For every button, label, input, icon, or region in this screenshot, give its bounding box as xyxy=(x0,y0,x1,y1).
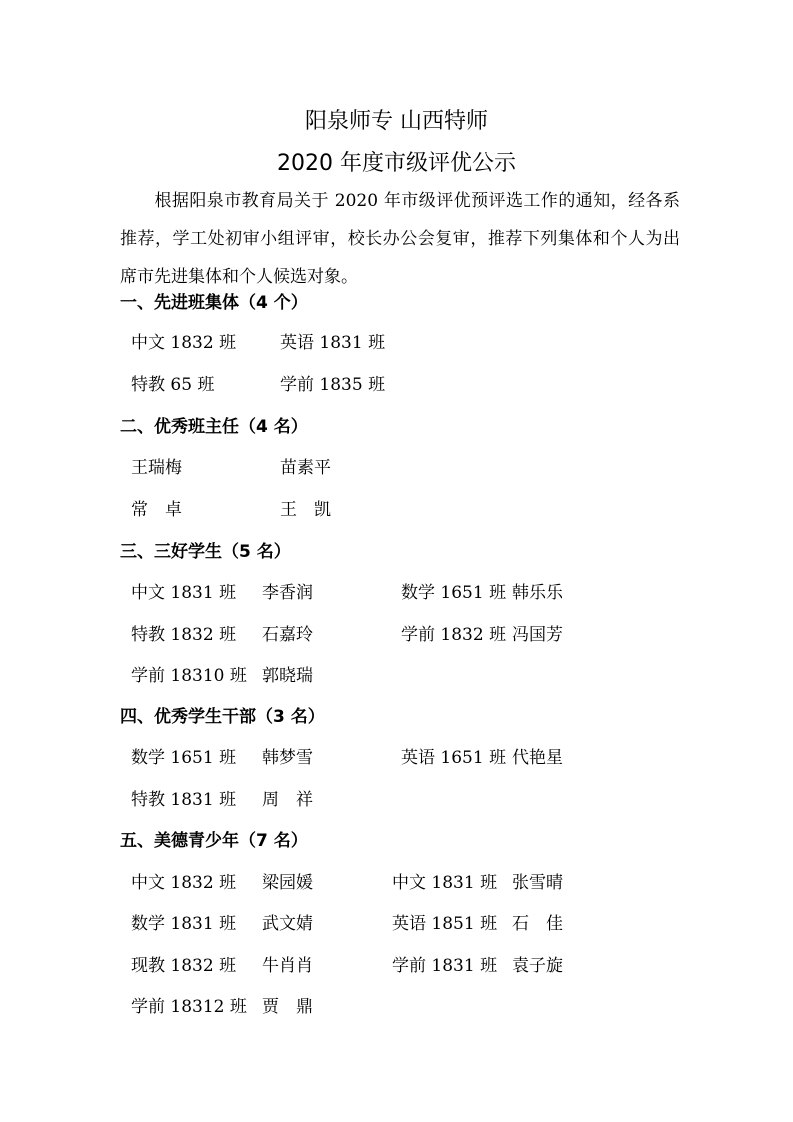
list-item: 常 卓 xyxy=(131,500,182,520)
section-heading: 三、三好学生（5 名） xyxy=(120,542,291,562)
section-heading: 五、美德青少年（7 名） xyxy=(120,831,308,851)
list-item: 冯国芳 xyxy=(512,625,563,645)
list-item: 牛肖肖 xyxy=(262,956,313,976)
list-item: 特教 65 班 xyxy=(131,375,215,395)
list-item: 学前 1835 班 xyxy=(280,375,386,395)
list-item: 学前 18310 班 xyxy=(131,666,247,686)
list-item: 英语 1831 班 xyxy=(280,333,386,353)
list-item: 特教 1831 班 xyxy=(131,790,237,810)
list-item: 王瑞梅 xyxy=(131,458,182,478)
list-item: 现教 1832 班 xyxy=(131,956,237,976)
list-item: 韩梦雪 xyxy=(262,748,313,768)
list-item: 袁子旋 xyxy=(512,956,563,976)
list-item: 中文 1831 班 xyxy=(392,873,498,893)
section-heading: 四、优秀学生干部（3 名） xyxy=(120,707,325,727)
list-item: 石 佳 xyxy=(512,914,563,934)
list-item: 郭晓瑞 xyxy=(262,666,313,686)
intro-text: 根据阳泉市教育局关于 2020 年市级评优预评选工作的通知，经各系推荐，学工处初审小组评审，校长办公会复审，推荐下列集体和个人为出席市先进集体和个人候选对象。 xyxy=(120,191,680,287)
section-heading: 一、先进班集体（4 个） xyxy=(120,293,308,313)
title-line-2: 2020 年度市级评优公示 xyxy=(277,151,516,176)
list-item: 王 凯 xyxy=(280,500,331,520)
list-item: 英语 1651 班 xyxy=(401,748,507,768)
list-item: 中文 1832 班 xyxy=(131,333,237,353)
section-heading: 二、优秀班主任（4 名） xyxy=(120,417,308,437)
title-line-1: 阳泉师专 山西特师 xyxy=(305,109,488,134)
intro-paragraph xyxy=(120,182,680,296)
list-item: 学前 1832 班 xyxy=(401,625,507,645)
list-item: 数学 1651 班 xyxy=(131,748,237,768)
list-item: 学前 1831 班 xyxy=(392,956,498,976)
list-item: 张雪晴 xyxy=(512,873,563,893)
list-item: 数学 1831 班 xyxy=(131,914,237,934)
list-item: 特教 1832 班 xyxy=(131,625,237,645)
list-item: 学前 18312 班 xyxy=(131,997,247,1017)
list-item: 中文 1832 班 xyxy=(131,873,237,893)
list-item: 石嘉玲 xyxy=(262,625,313,645)
list-item: 贾 鼎 xyxy=(262,997,313,1017)
list-item: 英语 1851 班 xyxy=(392,914,498,934)
list-item: 李香润 xyxy=(262,583,313,603)
list-item: 周 祥 xyxy=(262,790,313,810)
list-item: 韩乐乐 xyxy=(512,583,563,603)
list-item: 苗素平 xyxy=(280,458,331,478)
list-item: 代艳星 xyxy=(512,748,563,768)
list-item: 数学 1651 班 xyxy=(401,583,507,603)
list-item: 中文 1831 班 xyxy=(131,583,237,603)
list-item: 梁园媛 xyxy=(262,873,313,893)
list-item: 武文婧 xyxy=(262,914,313,934)
